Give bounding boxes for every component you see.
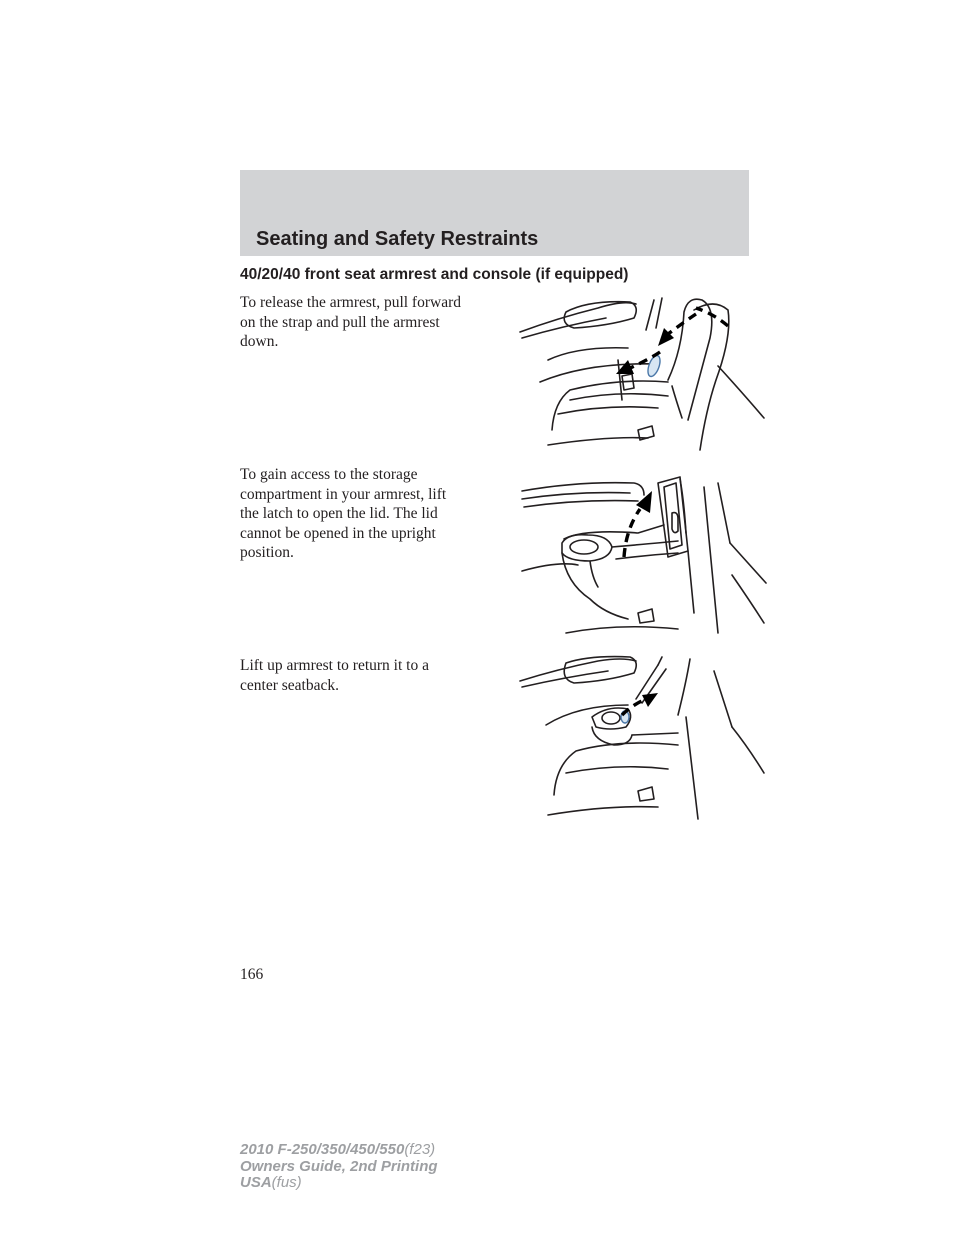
storage-compartment-illustration xyxy=(518,473,768,638)
armrest-release-illustration xyxy=(518,290,768,455)
text-line: To gain access to the storage xyxy=(240,466,418,483)
paragraph-return-armrest xyxy=(240,656,505,695)
footer-line-model: 2010 F-250/350/450/550(f23) xyxy=(240,1141,436,1158)
text-line: down. xyxy=(240,333,279,350)
subheading: 40/20/40 front seat armrest and console (if equipped) xyxy=(240,266,629,283)
footer-line-edition: Owners Guide, 2nd Printing xyxy=(240,1157,438,1175)
text-line: To release the armrest, pull forward xyxy=(240,294,461,311)
document-footer xyxy=(240,1142,438,1192)
paragraph-storage-compartment xyxy=(240,465,505,563)
page-number: 166 xyxy=(240,966,264,983)
text-line: center seatback. xyxy=(240,676,339,694)
text-line: position. xyxy=(240,544,294,561)
paragraph-release-armrest xyxy=(240,293,505,352)
section-title: Seating and Safety Restraints xyxy=(256,228,539,250)
text-line: on the strap and pull the armrest xyxy=(240,313,440,331)
text-line: Lift up armrest to return it to a xyxy=(240,657,429,674)
armrest-return-illustration xyxy=(518,655,768,825)
text-line: the latch to open the lid. The lid xyxy=(240,505,438,522)
text-line: cannot be opened in the upright xyxy=(240,524,436,542)
text-line: compartment in your armrest, lift xyxy=(240,485,447,503)
footer-line-market: USA(fus) xyxy=(240,1174,302,1191)
